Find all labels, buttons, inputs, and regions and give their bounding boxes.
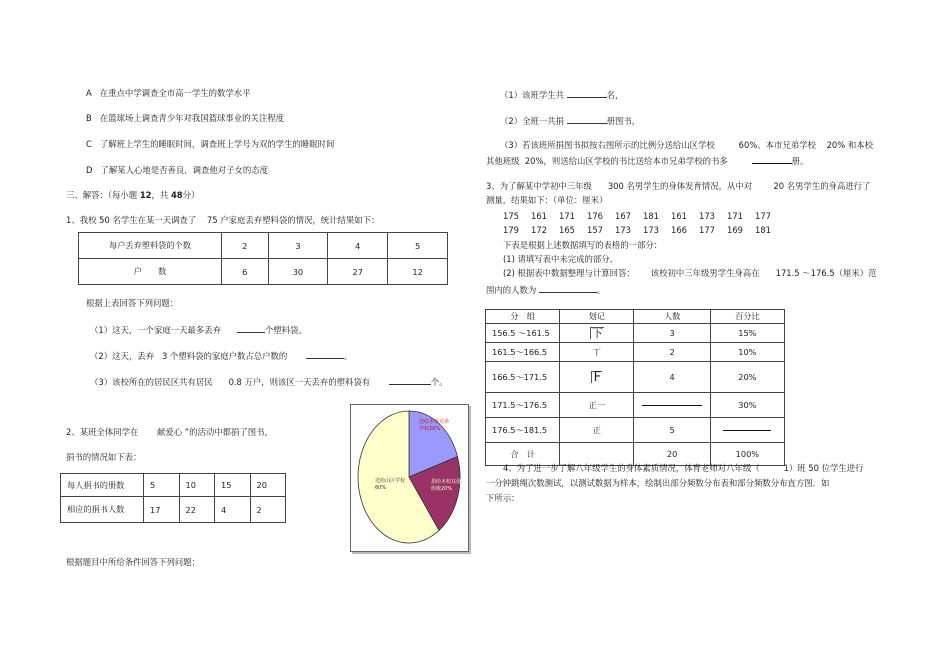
answer-blank[interactable] [539, 283, 597, 293]
q1-sub3: （3）该校所在的居民区共有居民 0.8 万户，则该区一天丢弃的塑料袋有 个。 [90, 377, 448, 387]
table-row: 166.5～171.5 F 4 20% [486, 362, 785, 393]
section-3-heading: 三、解答：（每小题 12，共 48分） [66, 190, 200, 200]
height-data-row-2: 179 172 165 157 173 173 166 177 169 181 [503, 225, 771, 235]
pie-label-red: 捐给本校其他班级20% [431, 479, 462, 492]
option-a: A 在重点中学调查全市高一学生的数学水平 [86, 88, 251, 98]
option-d: D 了解某人心地是否善良，调查他对子女的态度 [86, 165, 268, 175]
q1-table [78, 232, 448, 285]
height-frequency-table [485, 309, 785, 466]
q1-prompt: 根据上表回答下列问题： [86, 298, 179, 308]
table-row: 176.5～181.5 正 5 [486, 418, 785, 443]
table-row: 合 计 20 100% [486, 443, 785, 466]
q1-sub2: （2）这天，丢弃 3 个塑料袋的家庭户数占总户数的 。 [90, 351, 353, 361]
answer-blank[interactable] [389, 375, 431, 385]
answer-blank[interactable] [567, 114, 607, 124]
q2-part3: （3）若该班所捐图书拟按右图所示的比例分送给山区学校 60%、本市兄弟学校 20% 和本校 [500, 140, 873, 150]
tally-mark: 正 [560, 418, 634, 443]
pie-label-blue: 送给本市兄弟学校20% [419, 419, 450, 432]
option-c: C 了解班上学生的睡眠时间，调查班上学号为双的学生的睡眠时间 [86, 139, 335, 149]
answer-blank[interactable] [306, 349, 344, 359]
q3-sub2: (2) 根据表中数据整理与计算回答： 该校初中三年级男学生身高在 171.5 ～176.5（厘米）范 [503, 268, 877, 278]
answer-blank[interactable] [642, 405, 702, 406]
q2-bottom-prompt: 根据题目中所给条件回答下列问题： [66, 557, 200, 567]
answer-blank[interactable] [567, 88, 607, 98]
answer-blank[interactable] [752, 154, 792, 164]
table-row: 相应的捐书人数 17 22 4 2 [61, 497, 286, 523]
table-row: 161.5～166.5 丅 2 10% [486, 343, 785, 362]
q2-part1: （1）该班学生共 名， [500, 90, 624, 100]
q4-stem: 4、为了进一步了解八年级学生的身体素质情况，体育老师对八年级（ 1）班 50 位学生进行 [503, 463, 864, 473]
table-row: 每户丢弃塑料袋的个数 2 3 4 5 [79, 233, 448, 259]
q1-stem: 1、我校 50 名学生在某一天调查了 75 户家庭丢弃塑料袋的情况，统计结果如下： [66, 215, 380, 225]
q2-stem-line2: 捐书的情况如下表： [66, 452, 142, 462]
q4-stem-line2: 一分钟跳绳次数测试，以测试数据为样本，绘制出部分频数分布表和部分频数分布直方图．如 [486, 478, 830, 488]
q3-sub2-line2: 围内的人数为 。 [486, 285, 606, 295]
pie-chart-figure [350, 404, 469, 552]
tally-mark: 正一 [560, 393, 634, 418]
tally-mark: 下 [591, 327, 603, 340]
answer-blank[interactable] [237, 323, 265, 333]
q3-intro: 下表是根据上述数据填写的表格的一部分： [503, 240, 663, 250]
q2-part3-line2: 其他班级 20%，则送给山区学校的书比送给本市兄弟学校的书多 册。 [486, 156, 809, 166]
q3-stem: 3、为了解某中学初中三年级 300 名男学生的身体发育情况，从中对 20 名男学生的身高进行了 [486, 181, 871, 191]
option-b: B 在篮球场上调查青少年对我国篮球事业的关注程度 [86, 113, 284, 123]
table-row: 每人捐书的册数 5 10 15 20 [61, 474, 286, 497]
height-data-row-1: 175 161 171 176 167 181 161 173 171 177 [503, 211, 771, 221]
table-row: 分 组 划记 人数 百分比 [486, 310, 785, 324]
q2-stem: 2、某班全体同学在 献爱心 ”的活动中都捐了图书， [66, 427, 273, 437]
pie-label-yellow: 送给山区学校60% [375, 478, 406, 491]
answer-blank[interactable] [723, 430, 771, 431]
q1-sub1: （1）这天，一个家庭一天最多丢弃 个塑料袋。 [90, 325, 307, 335]
q2-part2: （2）全班一共捐 册图书， [500, 116, 641, 126]
q3-sub1: (1) 请填写表中未完成的部分。 [503, 254, 619, 264]
tally-mark: 丅 [560, 343, 634, 362]
table-row: 156.5 ～161.5 下 3 15% [486, 324, 785, 343]
q4-stem-line3: 下所示： [486, 493, 520, 503]
table-row: 户 数 6 30 27 12 [79, 259, 448, 285]
q3-stem-line2: 测量，结果如下：（单位：厘米） [486, 195, 608, 205]
tally-mark: F [593, 370, 602, 385]
table-row: 171.5～176.5 正一 30% [486, 393, 785, 418]
q2-table [60, 473, 286, 523]
